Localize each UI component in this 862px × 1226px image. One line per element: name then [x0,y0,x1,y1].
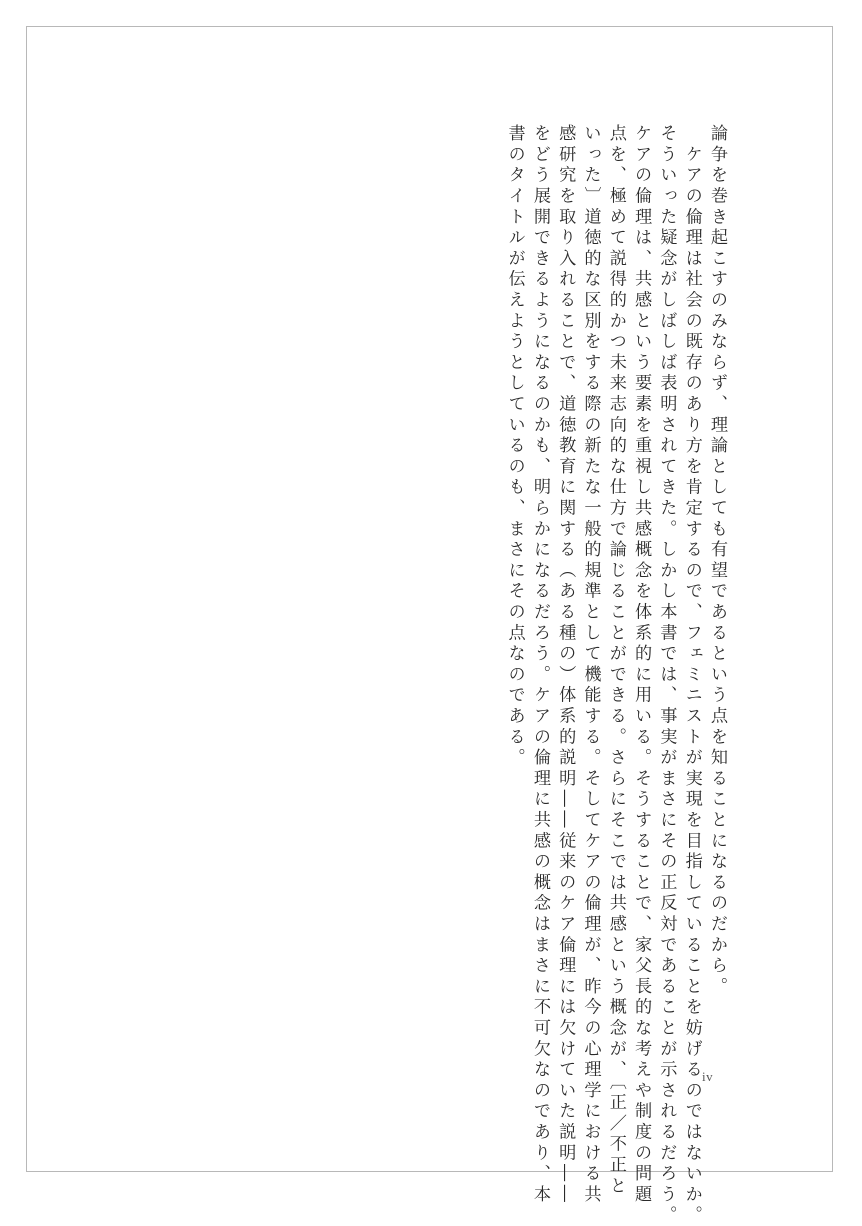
text-line-6: いった〕道徳的な区別をする際の新たな一般的規準として機能する。そしてケアの倫理が、昨今の心理学における共 [580,124,601,1206]
text-line-2: ケアの倫理は社会の既存のあり方を肯定するので、フェミニストが実現を目指していることを妨げるのではないか。 [681,124,702,1226]
text-line-5: 点を、極めて説得的かつ未来志向的な仕方で論じることができる。さらにそこでは共感という概念が、〔正／不正と [605,124,626,1197]
text-line-9: 書のタイトルが伝えようとしているのも、まさにその点なのである。 [504,124,525,769]
text-line-3: そういった疑念がしばしば表明されてきた。しかし本書では、事実がまさにその正反対であることが示されるだろう。 [656,124,677,1226]
text-line-1: 論争を巻き起こすのみならず、理論としても有望であるという点を知ることになるのだから。 [707,124,727,998]
text-line-4: ケアの倫理は、共感という要素を重視し共感概念を体系的に用いる。そうすることで、家父長的な考えや制度の問題 [631,124,652,1206]
page-number: iv [702,1069,714,1084]
text-line-7: 感研究を取り入れることで、道徳教育に関する（ある種の）体系的説明――従来のケア倫理には欠けていた説明―― [555,124,576,1206]
text-line-8: をどう展開できるようになるのかも、明らかになるだろう。ケアの倫理に共感の概念はまさに不可欠なのであり、本 [529,124,550,1206]
